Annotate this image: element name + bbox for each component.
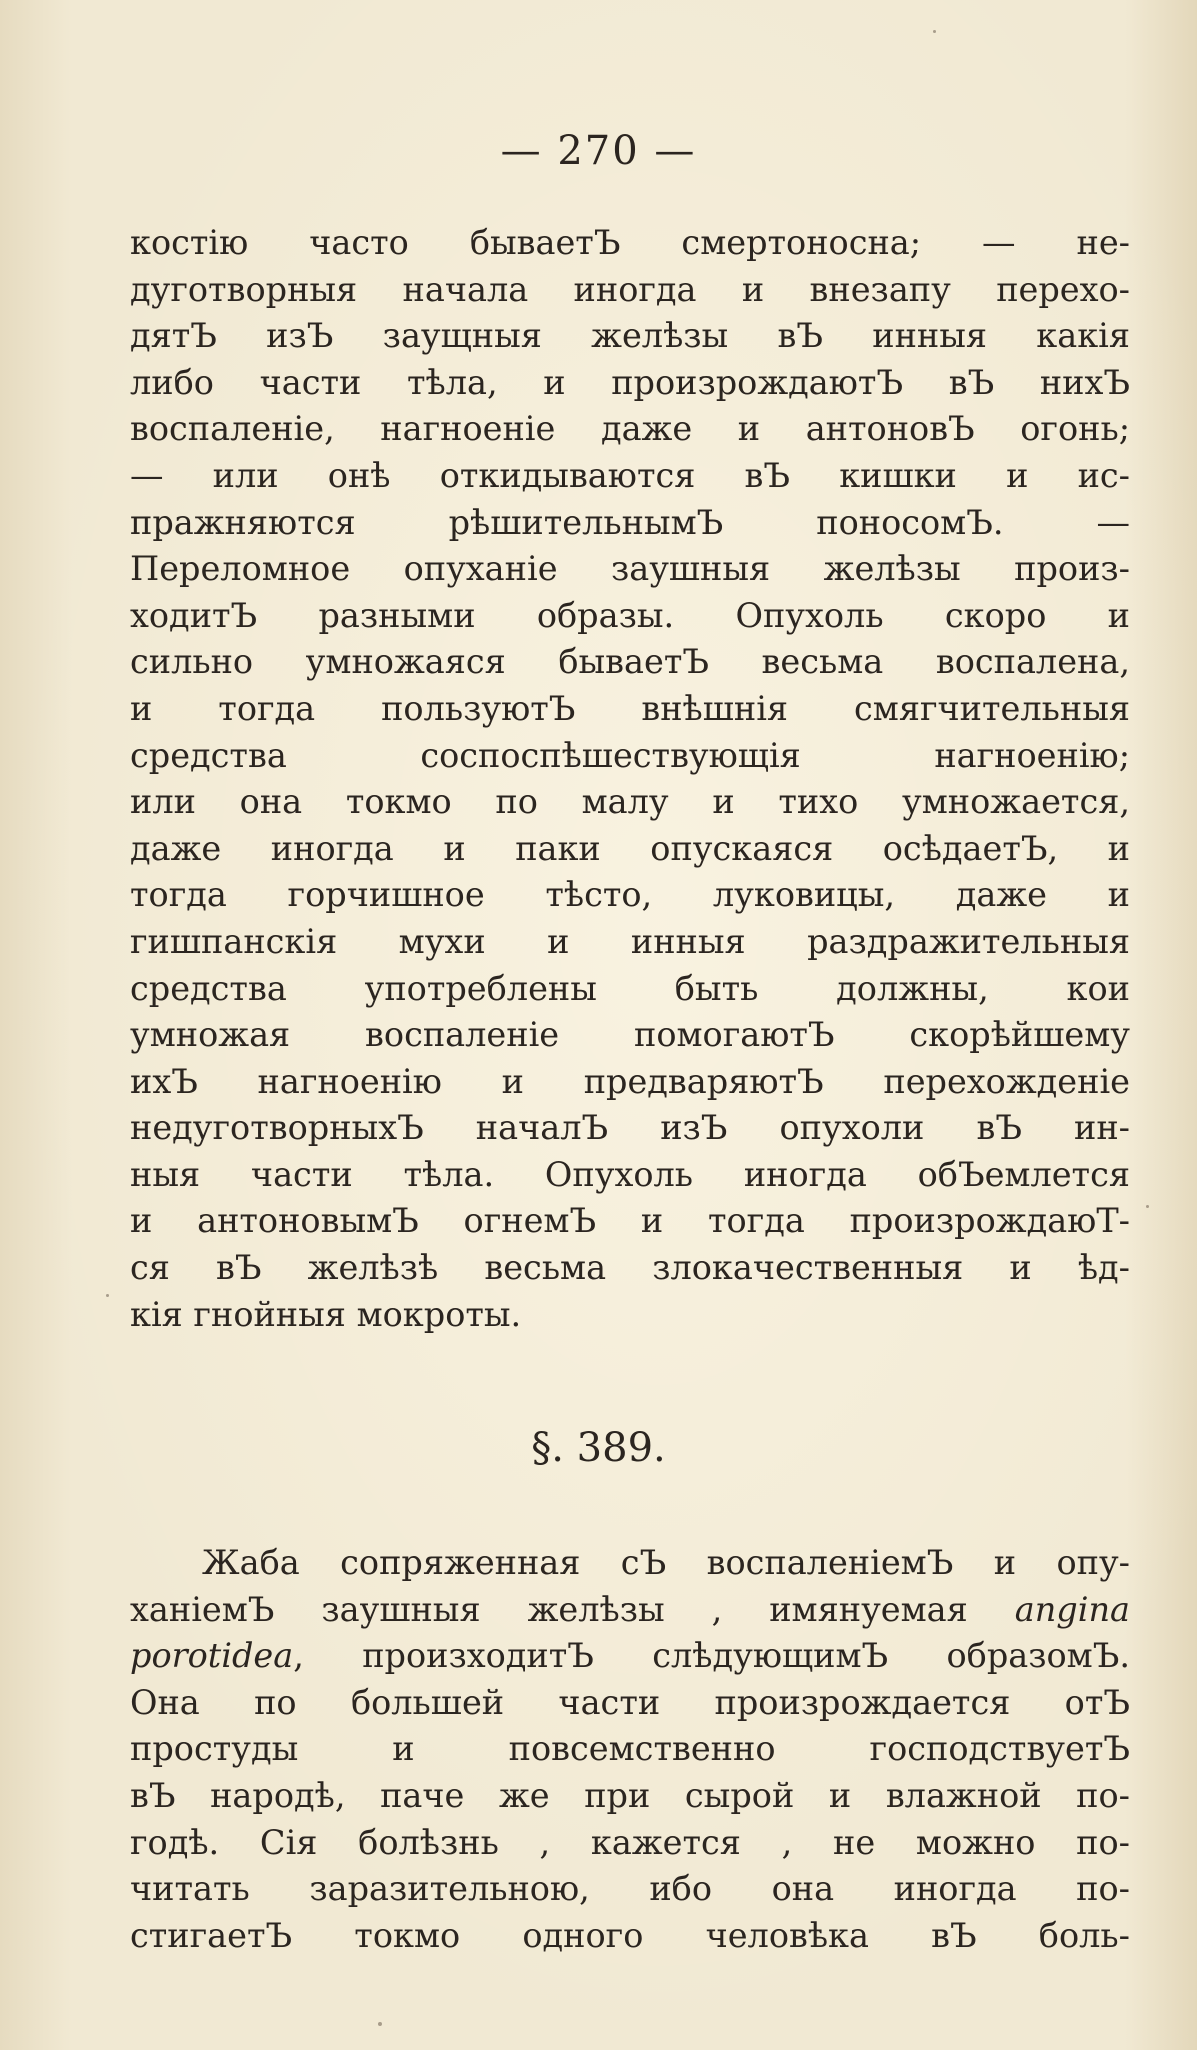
paragraph-2-line xyxy=(130,1633,1130,1680)
paragraph-2 xyxy=(130,1540,1130,1959)
text-line: тогда горчишное тѣсто, луковицы, даже и xyxy=(130,875,1130,915)
latin-term: angina xyxy=(1014,1589,1130,1629)
text-line: Переломное опуханіе заушныя желѣзы произ- xyxy=(130,549,1130,589)
text-line: годѣ. Сія болѣзнь , кажется , не можно по- xyxy=(130,1822,1130,1862)
paper-speck xyxy=(106,1294,109,1297)
paragraph-2-rest xyxy=(130,1680,1130,1960)
text-line: Она по большей части произрождается отЪ xyxy=(130,1682,1130,1722)
text-line: недуготворныхЪ началЪ изЪ опухоли вЪ ин- xyxy=(130,1108,1130,1148)
text-line: читать заразительною, ибо она иногда по- xyxy=(130,1869,1130,1909)
paragraph-1 xyxy=(130,220,1130,1338)
paper-speck xyxy=(378,2022,382,2026)
paper-speck xyxy=(1146,1205,1149,1208)
text-line: даже иногда и паки опускаяся осѣдаетЪ, и xyxy=(130,828,1130,868)
text-line: дуготворныя начала иногда и внезапу перехо- xyxy=(130,269,1130,309)
text-line: — или онѣ откидываются вЪ кишки и ис- xyxy=(130,455,1130,495)
paragraph-2-text: , произходитЪ слѣдующимЪ образомЪ. xyxy=(293,1636,1130,1676)
text-line: вЪ народѣ, паче же при сырой и влажной по- xyxy=(130,1775,1130,1815)
paragraph-2-line xyxy=(130,1587,1130,1634)
text-line: кія гнойныя мокроты. xyxy=(130,1294,522,1334)
paragraph-2-text: ханіемЪ заушныя желѣзы , имянуемая xyxy=(130,1589,1015,1629)
text-line: средства употреблены быть должны, кои xyxy=(130,968,1130,1008)
text-line: средства соспоспѣшествующія нагноенію; xyxy=(130,735,1130,775)
text-line: пражняются рѣшительнымЪ поносомЪ. — xyxy=(130,502,1130,542)
text-line: сильно умножаяся бываетЪ весьма воспалена, xyxy=(130,642,1130,682)
text-line: дятЪ изЪ заущныя желѣзы вЪ инныя какія xyxy=(130,316,1130,356)
page-number: — 270 — xyxy=(500,128,697,174)
text-line: ныя части тѣла. Опухоль иногда обЪемлется xyxy=(130,1154,1130,1194)
text-line: ся вЪ желѣзѣ весьма злокачественныя и ѣд- xyxy=(130,1248,1130,1288)
section-heading: §. 389. xyxy=(531,1425,666,1471)
paper-speck xyxy=(933,30,936,33)
text-line: ихЪ нагноенію и предваряютЪ перехожденіе xyxy=(130,1061,1130,1101)
text-line: умножая воспаленіе помогаютЪ скорѣйшему xyxy=(130,1015,1130,1055)
text-line: гишпанскія мухи и инныя раздражительныя xyxy=(130,921,1130,961)
text-line: воспаленіе, нагноеніе даже и антоновЪ огонь; xyxy=(130,409,1130,449)
text-line: ходитЪ разными образы. Опухоль скоро и xyxy=(130,595,1130,635)
latin-term: porotidea xyxy=(130,1636,294,1676)
text-line: простуды и повсемственно господствуетЪ xyxy=(130,1729,1130,1769)
text-line: костію часто бываетЪ смертоносна; — не- xyxy=(130,223,1130,262)
text-line: или она токмо по малу и тихо умножается, xyxy=(130,782,1130,822)
text-line: и антоновымЪ огнемЪ и тогда произрождаюТ- xyxy=(130,1201,1130,1241)
text-line: стигаетЪ токмо одного человѣка вЪ боль- xyxy=(130,1915,1130,1955)
paragraph-2-line: Жаба сопряженная сЪ воспаленіемЪ и опу- xyxy=(202,1543,1130,1582)
text-line: либо части тѣла, и произрождаютЪ вЪ нихЪ xyxy=(130,362,1130,402)
text-line: и тогда пользуютЪ внѣшнія смягчительныя xyxy=(130,688,1130,728)
